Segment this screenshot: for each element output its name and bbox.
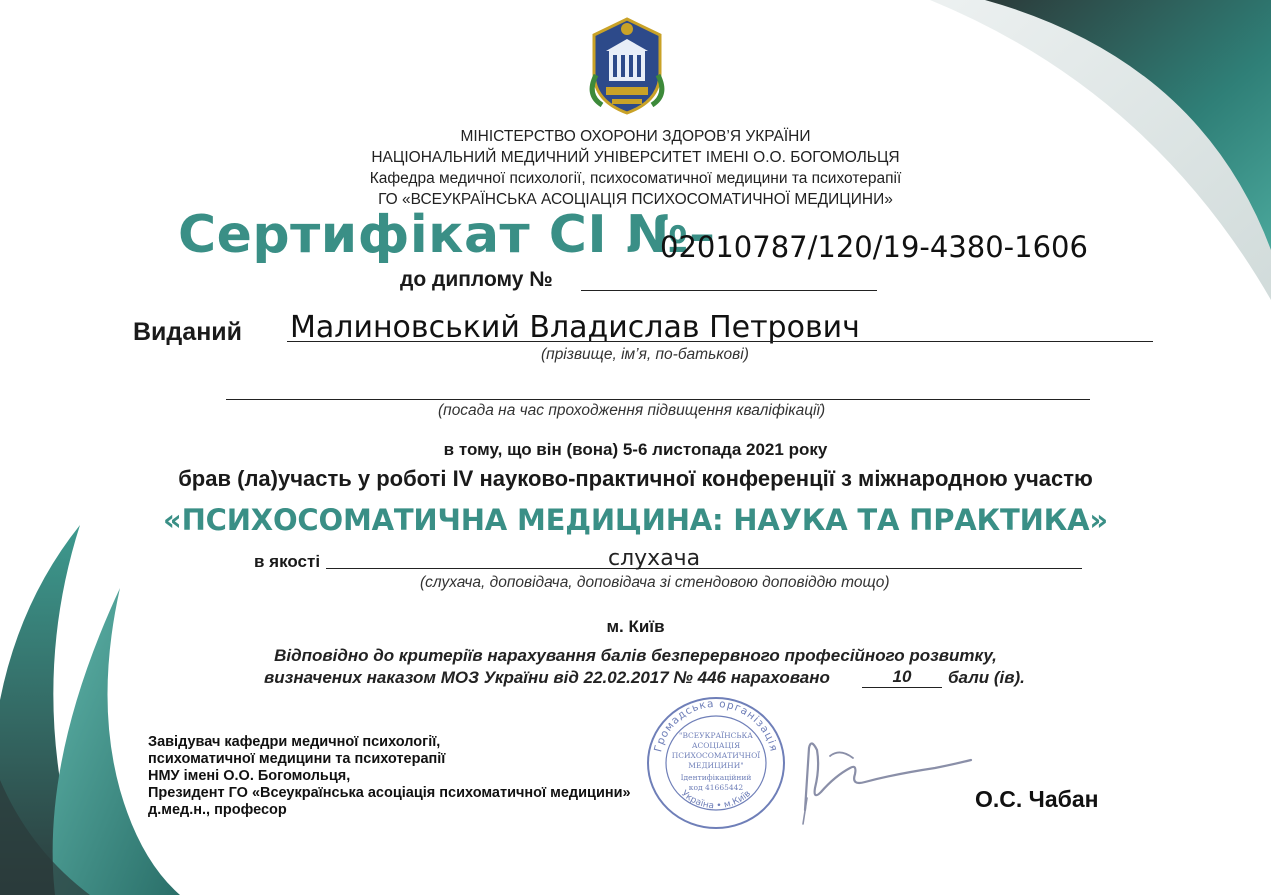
- university-crest-icon: [582, 15, 672, 115]
- signer-name: О.С. Чабан: [975, 786, 1099, 812]
- signatory-line-4: Президент ГО «Всеукраїнська асоціація психоматичної медицини»: [148, 785, 631, 801]
- svg-text:Україна • м.Київ: [679, 789, 753, 811]
- university-heading: НАЦІОНАЛЬНИЙ МЕДИЧНИЙ УНІВЕРСИТЕТ ІМЕНІ О.О. БОГОМОЛЬЦЯ: [371, 149, 900, 166]
- ministry-heading: МІНІСТЕРСТВО ОХОРОНИ ЗДОРОВ’Я УКРАЇНИ: [460, 128, 811, 145]
- points-value: 10: [862, 667, 942, 688]
- stamp-inner-2: АСОЦІАЦІЯ: [691, 741, 741, 750]
- diploma-number-line: [581, 290, 877, 291]
- department-heading: Кафедра медичної психології, психосоматичної медицини та психотерапії: [369, 170, 902, 187]
- position-caption: (посада на час проходження підвищення кваліфікації): [438, 402, 826, 419]
- conference-participation: брав (ла)участь у роботі IV науково-практичної конференції з міжнародною участю: [178, 466, 1093, 491]
- signatory-line-2: психоматичної медицини та психотерапії: [148, 751, 446, 767]
- certificate-number: 02010787/120/19-4380-1606: [660, 230, 1088, 264]
- stamp-inner-4: МЕДИЦИНИ": [688, 761, 744, 770]
- handwritten-signature: [795, 728, 980, 828]
- role-value: слухача: [608, 546, 701, 571]
- criteria-line-1: Відповідно до критеріїв нарахування балів безперервного професійного розвитку,: [274, 646, 997, 665]
- certificate-title: Сертифікат СІ №–: [178, 205, 716, 265]
- position-line: [226, 399, 1090, 400]
- criteria-line-2-suffix: бали (ів).: [948, 668, 1025, 687]
- conference-date: в тому, що він (вона) 5-6 листопада 2021 року: [443, 440, 828, 459]
- signatory-line-5: д.мед.н., професор: [148, 802, 287, 818]
- role-line: [326, 568, 1082, 569]
- association-heading: ГО «ВСЕУКРАЇНСЬКА АСОЦІАЦІЯ ПСИХОСОМАТИЧНОЇ МЕДИЦИНИ»: [378, 191, 893, 208]
- signatory-position: [148, 734, 631, 819]
- criteria-line-2-prefix: визначених наказом МОЗ України від 22.02.2017 № 446 нараховано: [264, 668, 830, 687]
- stamp-outer-text: Громадська організація: [652, 697, 780, 754]
- diploma-label: до диплому №: [400, 268, 553, 291]
- city: м. Київ: [606, 617, 665, 636]
- recipient-name: Малиновський Владислав Петрович: [290, 310, 860, 345]
- stamp-inner-5: Ідентифікаційний: [680, 773, 752, 782]
- role-caption: (слухача, доповідача, доповідача зі стендовою доповіддю тощо): [420, 574, 890, 591]
- recipient-name-line: [287, 341, 1153, 342]
- signatory-line-3: НМУ імені О.О. Богомольця,: [148, 768, 351, 784]
- stamp-inner-1: "ВСЕУКРАЇНСЬКА: [679, 731, 753, 740]
- stamp-inner-6: код 41665442: [688, 783, 744, 792]
- conference-title: «ПСИХОСОМАТИЧНА МЕДИЦИНА: НАУКА ТА ПРАКТИКА»: [163, 503, 1108, 537]
- stamp-inner-3: ПСИХОСОМАТИЧНОЇ: [671, 751, 761, 760]
- signatory-line-1: Завідувач кафедри медичної психології,: [148, 734, 441, 750]
- role-label: в якості: [254, 552, 321, 571]
- issued-label: Виданий: [133, 318, 243, 346]
- recipient-name-caption: (прізвище, ім’я, по-батькові): [541, 346, 749, 363]
- stamp-bottom-text: Україна • м.Київ: [679, 788, 753, 812]
- organization-stamp: [644, 694, 788, 832]
